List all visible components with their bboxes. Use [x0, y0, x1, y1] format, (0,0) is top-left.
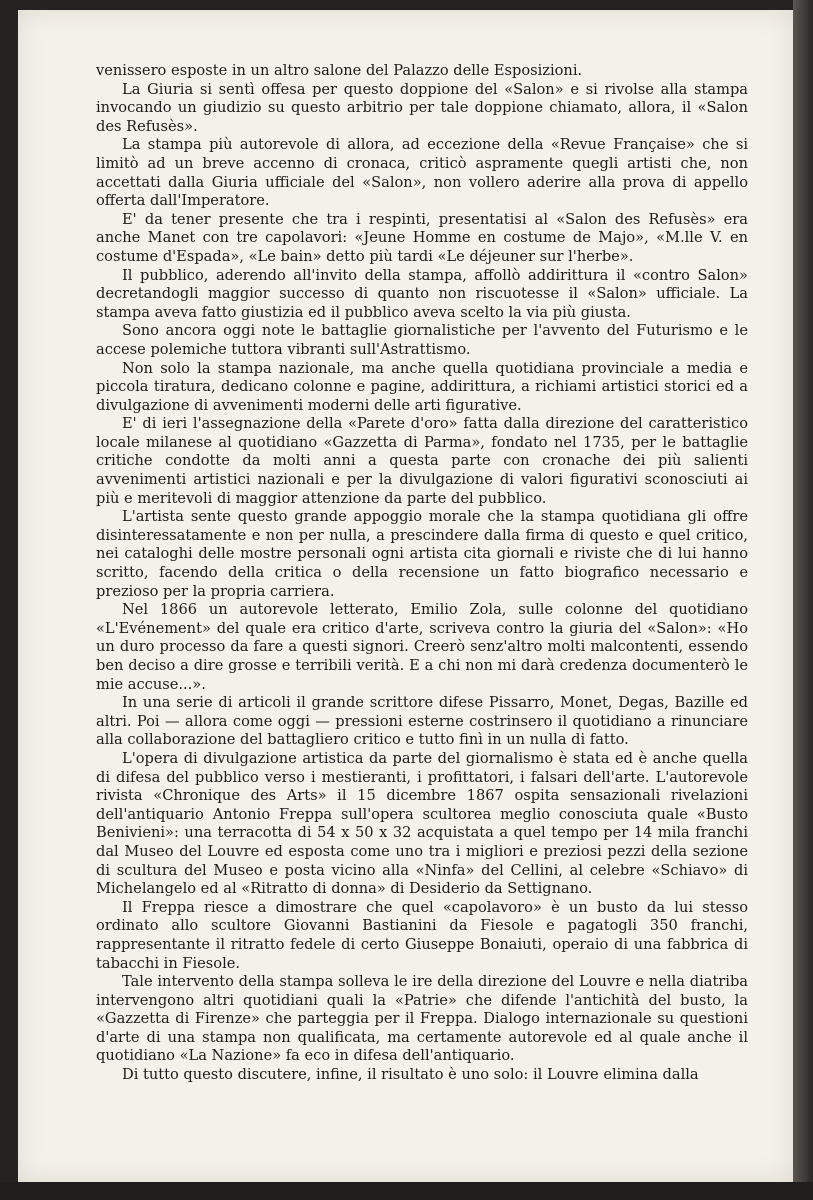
paragraph: La stampa più autorevole di allora, ad eccezione della «Revue Française» che si limitò ad un breve accenno di cronaca, criticò aspramente quegli artisti che, non accettati dalla Giuria ufficiale del «Salon», non vollero aderire alla prova di appello offerta dall'Imperatore. — [96, 136, 748, 210]
paragraph: Nel 1866 un autorevole letterato, Emilio Zola, sulle colonne del quotidiano «L'Evénement» del quale era critico d'arte, scriveva contro la giuria del «Salon»: «Ho un duro processo da fare a questi signori. Creerò senz'altro molti malcontenti, essendo ben deciso a dire grosse e terribili verità. E a chi non mi darà credenza documenterò le mie accuse...». — [96, 601, 748, 693]
paragraph: L'opera di divulgazione artistica da parte del giornalismo è stata ed è anche quella di difesa del pubblico verso i mestieranti, i profittatori, i falsari dell'arte. L'autorevole rivista «Chronique des Arts» il 15 dicembre 1867 ospita sensazionali rivelazioni dell'antiquario Antonio Freppa sull'opera scultorea meglio conosciuta quale «Busto Benivieni»: una terracotta di 54 x 50 x 32 acquistata a quel tempo per 14 mila franchi dal Museo del Louvre ed esposta come uno tra i migliori e preziosi pezzi della sezione di scultura del Museo e posta vicino alla «Ninfa» del Cellini, al celebre «Schiavo» di Michelangelo ed al «Ritratto di donna» di Desiderio da Settignano. — [96, 749, 748, 898]
paragraph: Di tutto questo discutere, infine, il risultato è uno solo: il Louvre elimina dalla — [122, 1066, 699, 1084]
page-text-body — [96, 62, 748, 1085]
paragraph: Il Freppa riesce a dimostrare che quel «capolavoro» è un busto da lui stesso ordinato allo scultore Giovanni Bastianini da Fiesole e pagatogli 350 franchi, rappresentante il ritratto fedele di certo Giuseppe Bonaiuti, operaio di una fabbrica di tabacchi in Fiesole. — [96, 898, 748, 972]
scan-bottom-edge — [0, 1182, 813, 1200]
paragraph-continuation: venissero esposte in un altro salone del Palazzo delle Esposizioni. — [96, 62, 583, 79]
paragraph: In una serie di articoli il grande scrittore difese Pissarro, Monet, Degas, Bazille ed altri. Poi — allora come oggi — pressioni esterne costrinsero il quotidiano a rinunciare alla collaborazione del battagliero critico e tutto finì in un nulla di fatto. — [96, 694, 748, 749]
paragraph: La Giuria si sentì offesa per questo doppione del «Salon» e si rivolse alla stampa invocando un giudizio su questo arbitrio per tale doppione chiamato, allora, il «Salon des Refusès». — [96, 80, 748, 135]
paragraph: Non solo la stampa nazionale, ma anche quella quotidiana provinciale a media e piccola tiratura, dedicano colonne e pagine, addirittura, a richiami artistici storici ed a divulgazione di avvenimenti moderni delle arti figurative. — [96, 359, 748, 414]
paragraph: E' di ieri l'assegnazione della «Parete d'oro» fatta dalla direzione del caratteristico locale milanese al quotidiano «Gazzetta di Parma», fondato nel 1735, per le battaglie critiche condotte da molti anni a questa parte con cronache dei più salienti avvenimenti artistici nazionali e per la divulgazione di valori figurativi sconosciuti ai più e meritevoli di maggior attenzione da parte del pubblico. — [96, 415, 748, 507]
paragraph: E' da tener presente che tra i respinti, presentatisi al «Salon des Refusès» era anche Manet con tre capolavori: «Jeune Homme en costume de Majo», «M.lle V. en costume d'Espada», «Le bain» detto più tardi «Le déjeuner sur l'herbe». — [96, 210, 748, 265]
paragraph: Sono ancora oggi note le battaglie giornalistiche per l'avvento del Futurismo e le accese polemiche tuttora vibranti sull'Astrattismo. — [96, 322, 748, 358]
paragraph: L'artista sente questo grande appoggio morale che la stampa quotidiana gli offre disinteressatamente e non per nulla, a prescindere dalla firma di questo e quel critico, nei cataloghi delle mostre personali ogni artista cita giornali e riviste che di lui hanno scritto, facendo della critica o della recensione un fatto biografico necessario e prezioso per la propria carriera. — [96, 508, 748, 600]
book-binding-edge — [793, 0, 813, 1200]
paragraph: Il pubblico, aderendo all'invito della stampa, affollò addirittura il «contro Salon» decretandogli maggior successo di quanto non riscuotesse il «Salon» ufficiale. La stampa aveva fatto giustizia ed il pubblico aveva scelto la via più giusta. — [96, 266, 748, 321]
paragraph: Tale intervento della stampa solleva le ire della direzione del Louvre e nella diatriba intervengono altri quotidiani quali la «Patrie» che difende l'antichità del busto, la «Gazzetta di Firenze» che parteggia per il Freppa. Dialogo internazionale su questioni d'arte di una stampa non qualificata, ma certamente autorevole ed al quale anche il quotidiano «La Nazione» fa eco in difesa dell'antiquario. — [96, 973, 748, 1065]
